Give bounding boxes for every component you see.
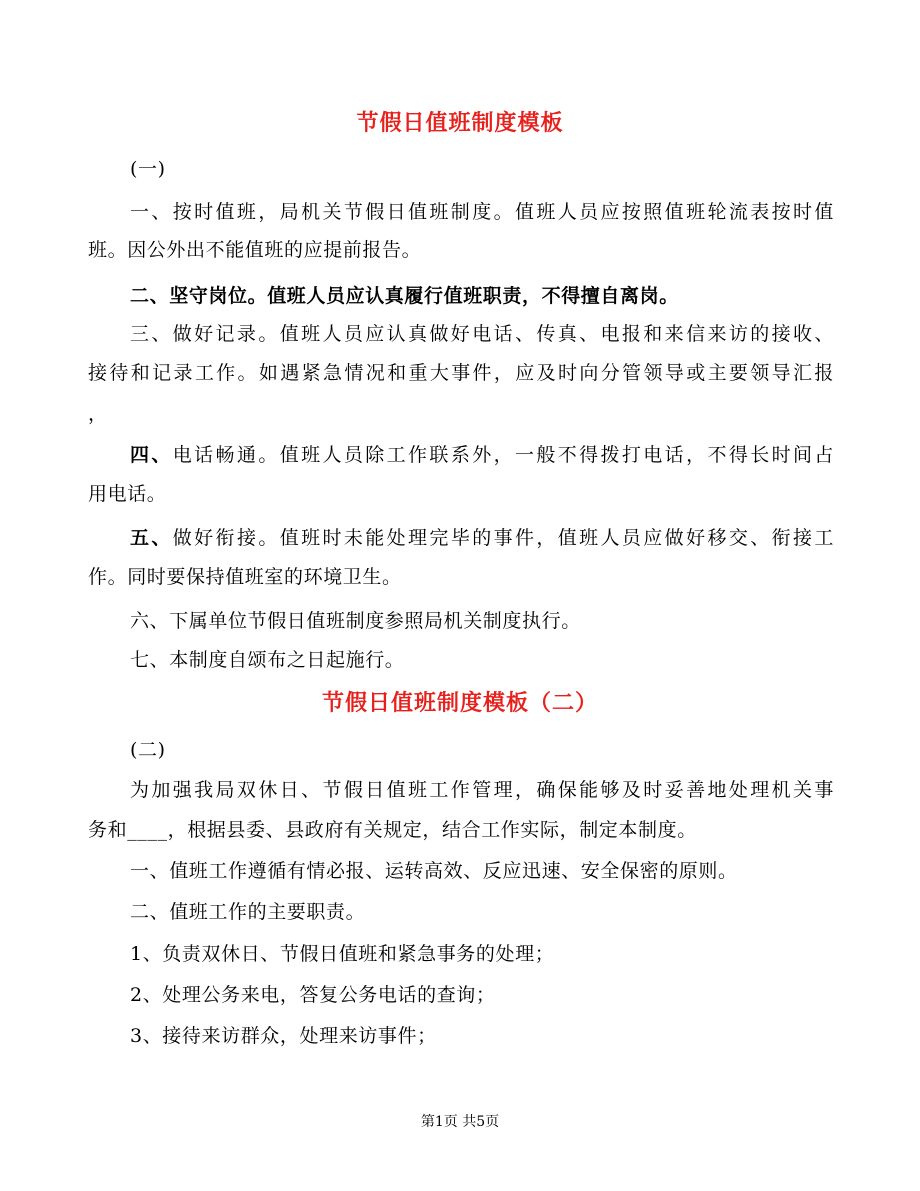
paragraph-2-head: 二、 [130,285,170,307]
paragraph-2 [130,282,834,310]
paragraph-3-line-3: ， [88,403,108,425]
list-item-2: 2、处理公务来电，答复公务电话的查询； [130,984,496,1006]
paragraph-2-body: 坚守岗位。值班人员应认真履行值班职责，不得擅自离岗。 [169,285,679,307]
list-item-1: 1、负责双休日、节假日值班和紧急事务的处理； [130,943,555,965]
document-title: 节假日值班制度模板 [356,110,564,136]
paragraph-5-line-2: 作。同时要保持值班室的环境卫生。 [88,566,402,588]
paragraph-4-line-2: 用电话。 [88,483,167,505]
paragraph-6: 六、下属单位节假日值班制度参照局机关制度执行。 [130,610,581,632]
paragraph-4-head: 四、 [130,444,173,466]
page-footer: 第1页 共5页 [420,1114,500,1130]
paragraph-5-head: 五、 [130,527,173,549]
section-label-1: (一) [130,158,166,180]
paragraph-4-body: 电话畅通。值班人员除工作联系外，一般不得拨打电话，不得长时间占 [172,444,834,466]
paragraph-10: 二、值班工作的主要职责。 [130,901,366,923]
section-label-2: (二) [130,739,166,761]
section-title-2: 节假日值班制度模板（二） [321,690,598,716]
paragraph-5-body: 做好衔接。值班时未能处理完毕的事件，值班人员应做好移交、衔接工 [172,527,834,549]
paragraph-3-line-1: 三、做好记录。值班人员应认真做好电话、传真、电报和来信来访的接收、 [130,323,834,345]
paragraph-8-line-2: 务和____，根据县委、县政府有关规定，结合工作实际，制定本制度。 [88,819,697,841]
paragraph-3-line-2: 接待和记录工作。如遇紧急情况和重大事件，应及时向分管领导或主要领导汇报 [88,362,834,384]
paragraph-7: 七、本制度自颂布之日起施行。 [130,649,405,671]
paragraph-9: 一、值班工作遵循有情必报、运转高效、反应迅速、安全保密的原则。 [130,860,738,882]
paragraph-4-line-1 [130,441,834,469]
list-item-3: 3、接待来访群众，处理来访事件； [130,1025,437,1047]
paragraph-1-line-2: 班。因公外出不能值班的应提前报告。 [88,239,422,261]
paragraph-5-line-1 [130,524,834,552]
paragraph-8-line-1: 为加强我局双休日、节假日值班工作管理，确保能够及时妥善地处理机关事 [130,779,834,801]
paragraph-1-line-1: 一、按时值班，局机关节假日值班制度。值班人员应按照值班轮流表按时值 [130,201,834,223]
